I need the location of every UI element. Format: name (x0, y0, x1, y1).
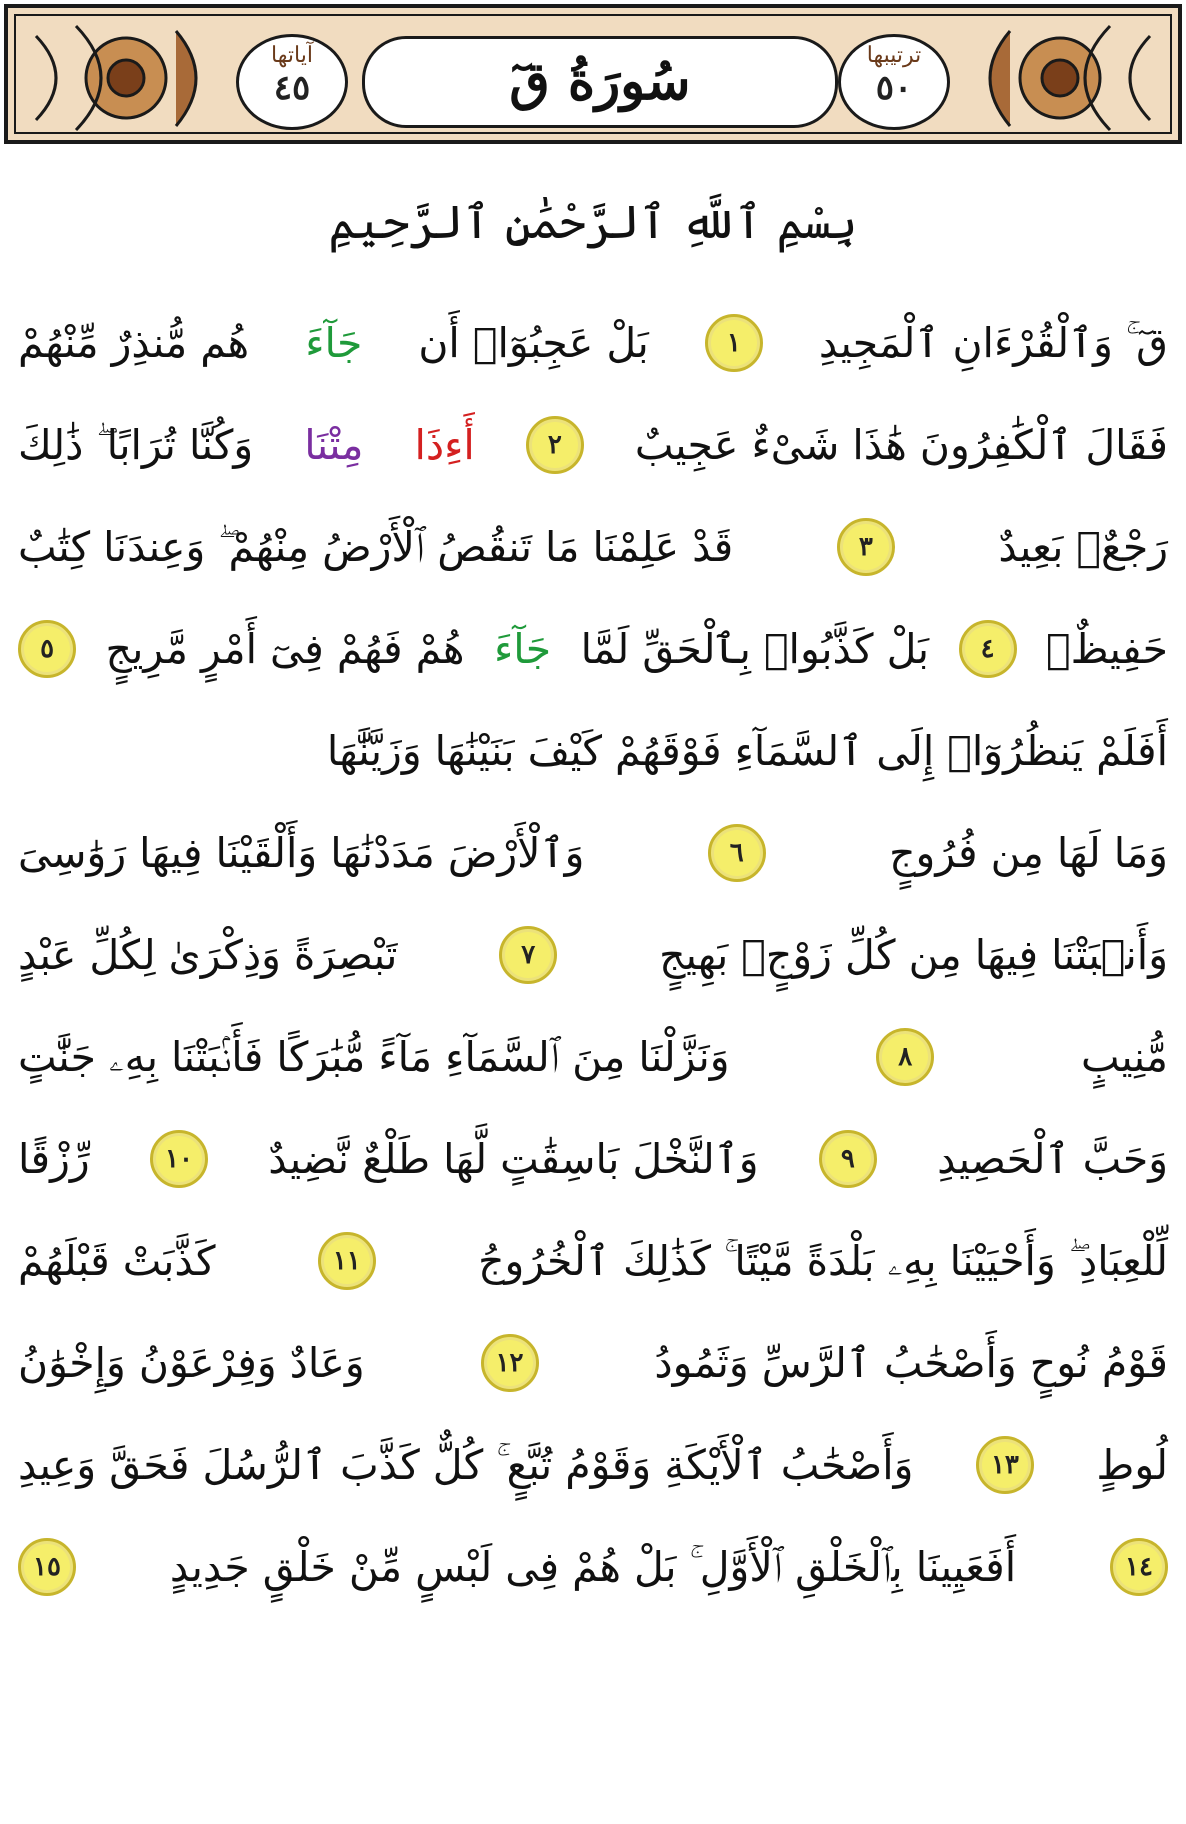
text-line-13 (18, 1516, 1168, 1618)
ayah-marker: ١٣ (976, 1436, 1034, 1494)
text-line-2 (18, 394, 1168, 496)
text-segment: وَأَصْحَٰبُ ٱلْأَيْكَةِ وَقَوْمُ تُبَّعٍ ۚ كُلٌّ كَذَّبَ ٱلرُّسُلَ فَحَقَّ وَعِيدِ (18, 1441, 914, 1489)
text-line-10 (18, 1210, 1168, 1312)
text-segment: لُوطٍ (1096, 1441, 1168, 1489)
ayah-marker: ١٥ (18, 1538, 76, 1596)
quran-text (18, 292, 1168, 1618)
text-segment: رَجْعٌۢ بَعِيدٌ (998, 523, 1168, 571)
tajweed-segment: جَآءَ (494, 625, 552, 673)
text-line-7 (18, 904, 1168, 1006)
verses-count-label: آياتها (271, 43, 313, 68)
ayah-marker: ١٤ (1110, 1538, 1168, 1596)
ayah-marker: ٣ (837, 518, 895, 576)
text-segment: وَكُنَّا تُرَابًا ۖ ذَٰلِكَ (18, 421, 254, 469)
text-segment: وَٱلنَّخْلَ بَاسِقَٰتٍ لَّهَا طَلْعٌ نَّضِيدٌ (268, 1135, 759, 1183)
text-segment: قَوْمُ نُوحٍ وَأَصْحَٰبُ ٱلرَّسِّ وَثَمُودُ (654, 1339, 1168, 1387)
verses-count: ٤٥ (273, 68, 311, 108)
text-line-1 (18, 292, 1168, 394)
text-line-4 (18, 598, 1168, 700)
text-segment: وَنَزَّلْنَا مِنَ ٱلسَّمَآءِ مَآءً مُّبَٰرَكًا فَأَنۢبَتْنَا بِهِۦ جَنَّٰتٍ (18, 1033, 730, 1081)
ayah-marker: ٩ (819, 1130, 877, 1188)
text-segment: هُمْ فَهُمْ فِىٓ أَمْرٍ مَّرِيجٍ (105, 625, 465, 673)
text-segment: حَفِيظٌۢ (1046, 625, 1168, 673)
text-segment: تَبْصِرَةً وَذِكْرَىٰ لِكُلِّ عَبْدٍ (18, 931, 398, 979)
text-segment: وَحَبَّ ٱلْحَصِيدِ (937, 1135, 1168, 1183)
text-segment: وَمَا لَهَا مِن فُرُوجٍ (889, 829, 1168, 877)
ayah-marker: ٧ (499, 926, 557, 984)
ayah-marker: ١٢ (481, 1334, 539, 1392)
text-segment: قَدْ عَلِمْنَا مَا تَنقُصُ ٱلْأَرْضُ مِنْهُمْ ۖ وَعِندَنَا كِتَٰبٌ (18, 523, 734, 571)
text-segment: مُّنِيبٍ (1081, 1033, 1168, 1081)
ayah-marker: ٥ (18, 620, 76, 678)
ayah-marker: ١ (705, 314, 763, 372)
text-line-6 (18, 802, 1168, 904)
tajweed-segment: جَآءَ (305, 319, 363, 367)
text-segment: وَٱلْأَرْضَ مَدَدْنَٰهَا وَأَلْقَيْنَا فِيهَا رَوَٰسِىَ (18, 829, 585, 877)
ayah-marker: ١٠ (150, 1130, 208, 1188)
text-line-8 (18, 1006, 1168, 1108)
ayah-marker: ٤ (959, 620, 1017, 678)
text-segment: فَقَالَ ٱلْكَٰفِرُونَ هَٰذَا شَىْءٌ عَجِيبٌ (634, 421, 1168, 469)
surah-order-number: ٥٠ (875, 68, 913, 108)
text-segment: لِّلْعِبَادِ ۖ وَأَحْيَيْنَا بِهِۦ بَلْدَةً مَّيْتًا ۚ كَذَٰلِكَ ٱلْخُرُوجُ (478, 1237, 1168, 1285)
surah-header (4, 4, 1182, 144)
ayah-marker: ١١ (318, 1232, 376, 1290)
ayah-marker: ٢ (526, 416, 584, 474)
tajweed-segment: مِتْنَا (304, 421, 364, 469)
text-line-9 (18, 1108, 1168, 1210)
text-line-11 (18, 1312, 1168, 1414)
surah-order-label: ترتيبها (866, 43, 922, 68)
text-segment: بَلْ كَذَّبُوا۟ بِٱلْحَقِّ لَمَّا (580, 625, 930, 673)
ayah-marker: ٨ (876, 1028, 934, 1086)
text-segment: بَلْ عَجِبُوٓا۟ أَن (418, 319, 649, 367)
text-line-3 (18, 496, 1168, 598)
ayah-marker: ٦ (708, 824, 766, 882)
text-line-12 (18, 1414, 1168, 1516)
text-segment: أَفَعَيِينَا بِٱلْخَلْقِ ٱلْأَوَّلِ ۚ بَلْ هُمْ فِى لَبْسٍ مِّنْ خَلْقٍ جَدِيدٍ (169, 1543, 1017, 1591)
text-segment: هُم مُّنذِرٌ مِّنْهُمْ (18, 319, 250, 367)
text-line-5 (18, 700, 1168, 802)
text-segment: أَفَلَمْ يَنظُرُوٓا۟ إِلَى ٱلسَّمَآءِ فَوْقَهُمْ كَيْفَ بَنَيْنَٰهَا وَزَيَّنَّٰهَا (326, 727, 1168, 775)
verses-count-medallion (236, 34, 348, 130)
right-ornament-icon (870, 16, 1170, 140)
basmala: بِسْمِ ٱللَّهِ ٱلرَّحْمَٰنِ ٱلرَّحِيمِ (328, 195, 858, 249)
text-segment: وَأَنۢبَتْنَا فِيهَا مِن كُلِّ زَوْجٍۭ بَهِيجٍ (659, 931, 1168, 979)
text-segment: رِّزْقًا (18, 1135, 90, 1183)
text-segment: وَعَادٌ وَفِرْعَوْنُ وَإِخْوَٰنُ (18, 1339, 365, 1387)
text-segment: قٓ ۚ وَٱلْقُرْءَانِ ٱلْمَجِيدِ (818, 319, 1168, 367)
header-frame (14, 14, 1172, 134)
surah-title: سُورَةُ قٓ (362, 36, 838, 128)
tajweed-segment: أَءِذَا (414, 421, 475, 469)
text-segment: كَذَّبَتْ قَبْلَهُمْ (18, 1237, 216, 1285)
